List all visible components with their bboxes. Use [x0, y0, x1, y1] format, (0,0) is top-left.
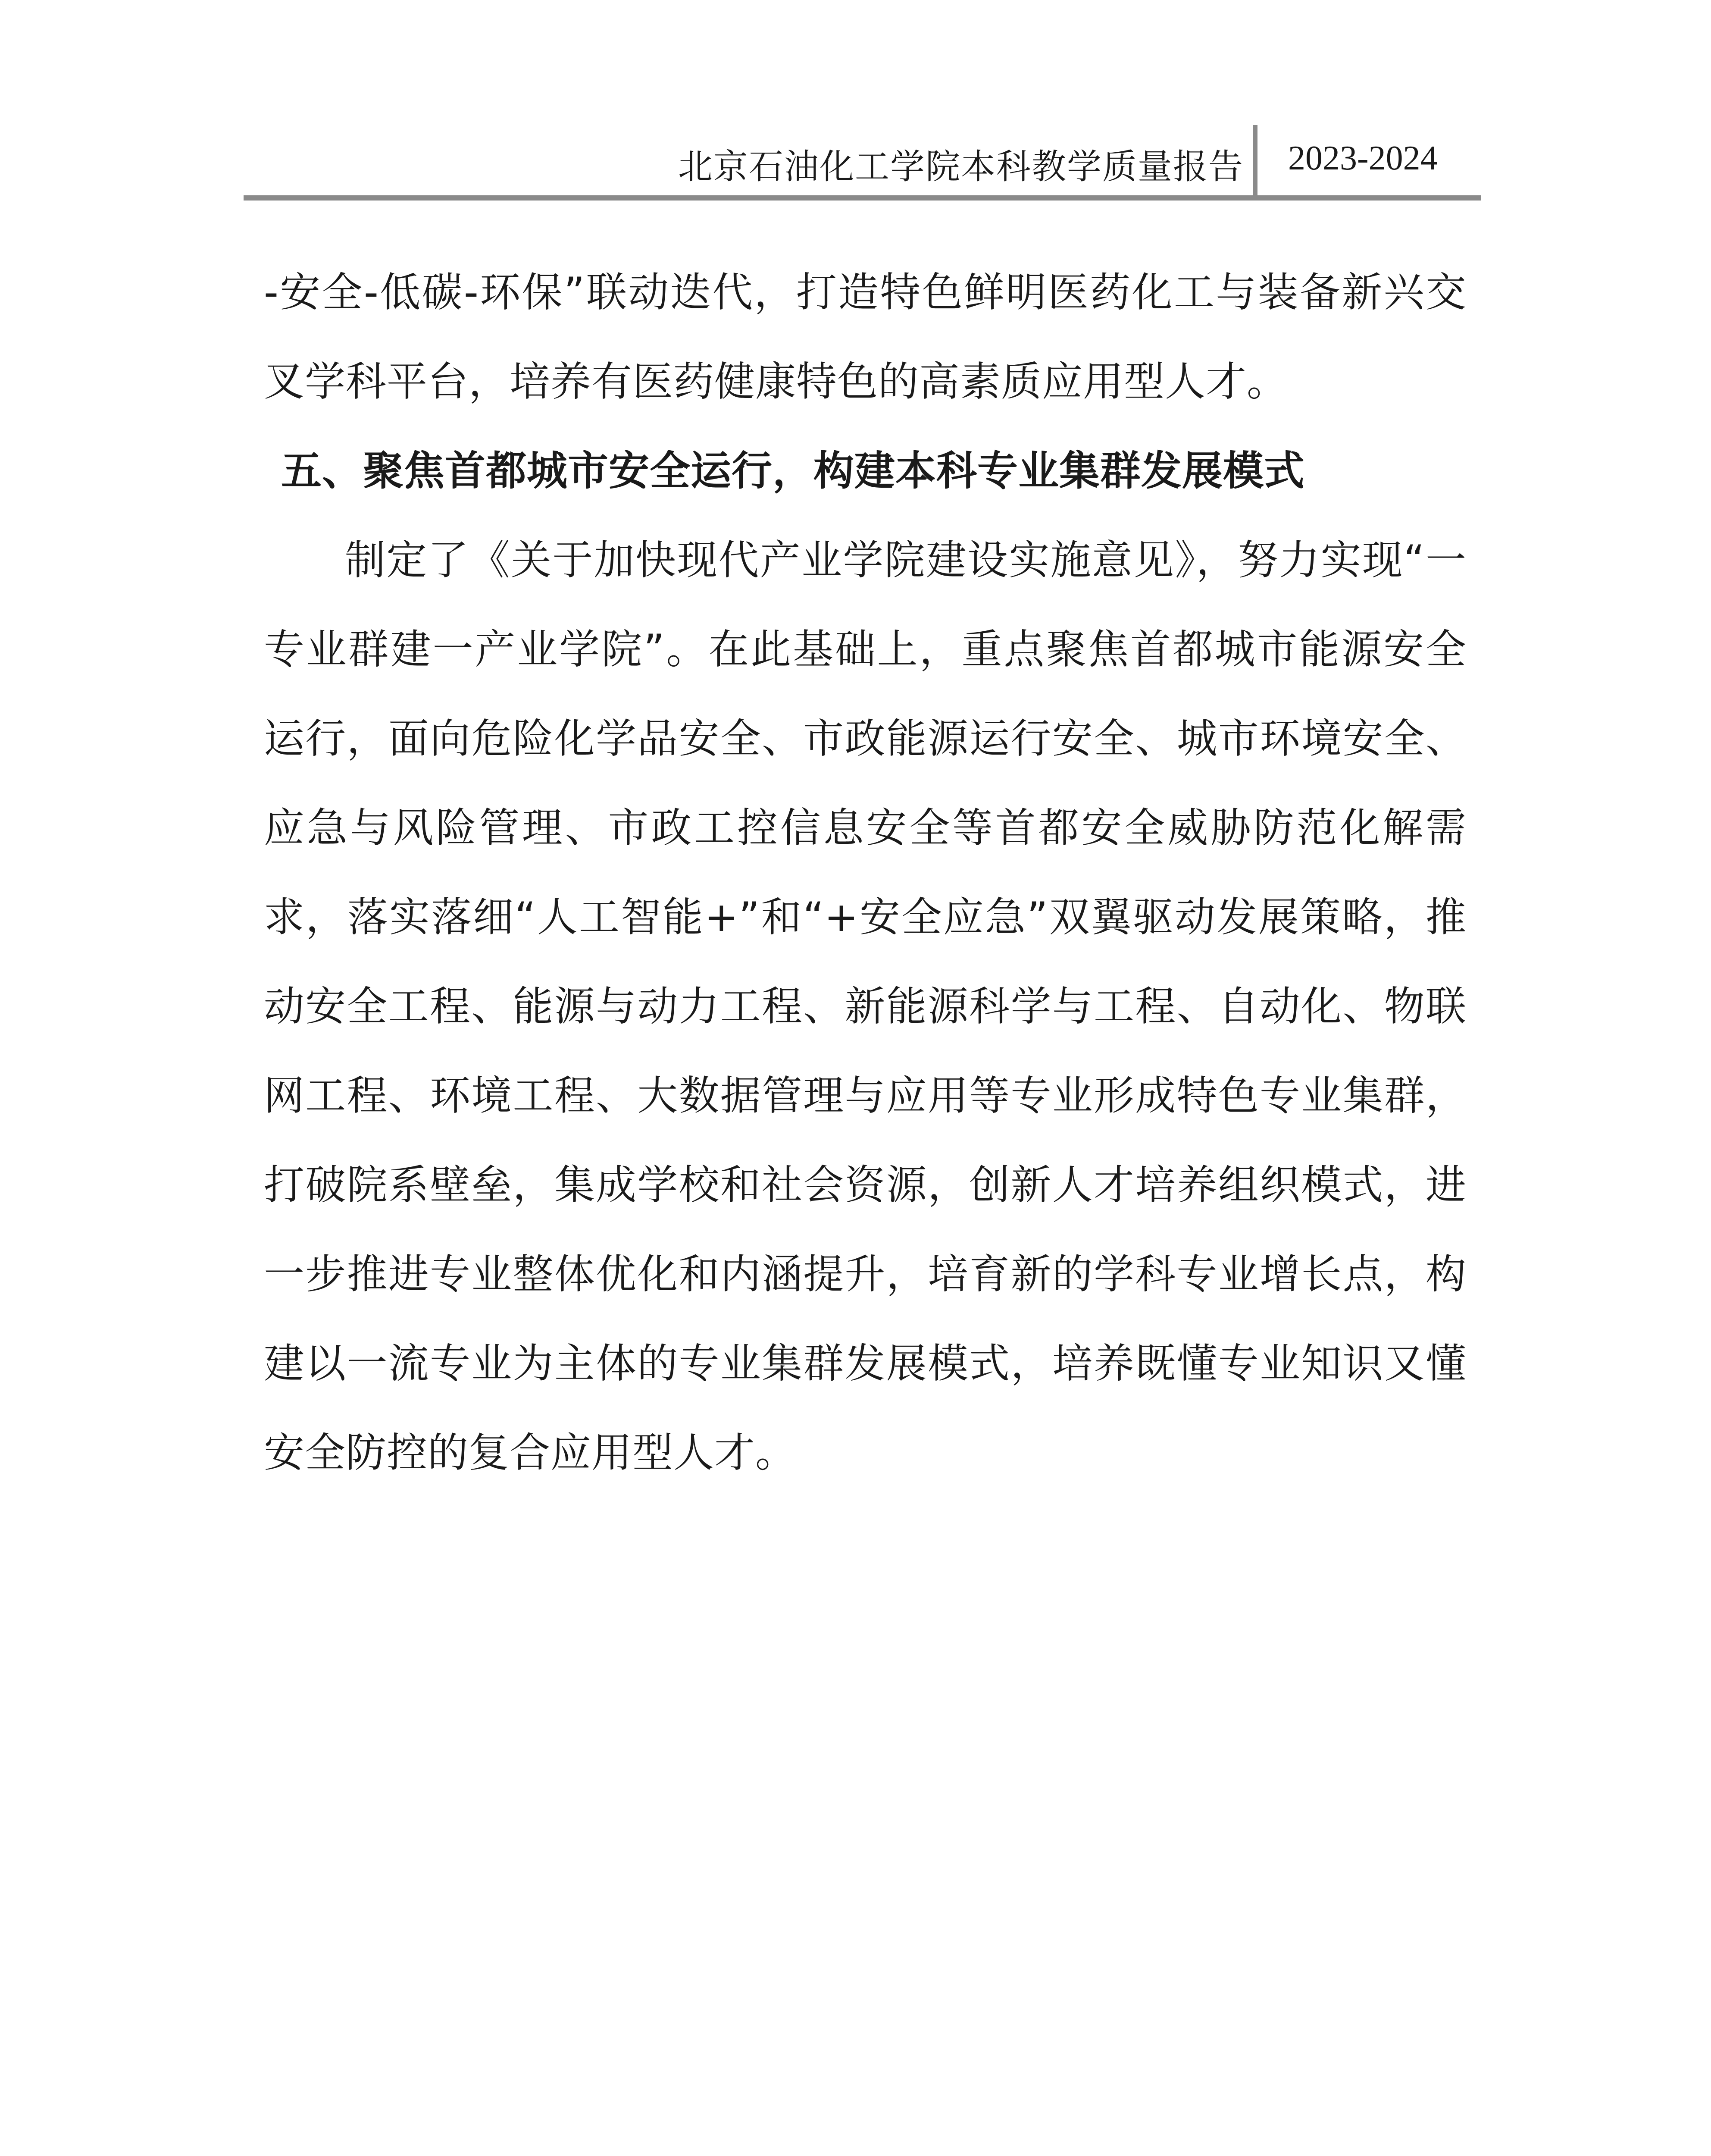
section-paragraph: 制定了《关于加快现代产业学院建设实施意见》，努力实现“一专业群建一产业学院”。在此基础上，重点聚焦首都城市能源安全运行，面向危险化学品安全、市政能源运行安全、城市环境安全、应急与风险管理、市政工控信息安全等首都安全威胁防范化解需求，落实落细“人工智能+”和“+安全应急”双翼驱动发展策略，推动安全工程、能源与动力工程、新能源科学与工程、自动化、物联网工程、环境工程、大数据管理与应用等专业形成特色专业集群，打破院系壁垒，集成学校和社会资源，创新人才培养组织模式，进一步推进专业整体优化和内涵提升，培育新的学科专业增长点，构建以一流专业为主体的专业集群发展模式，培养既懂专业知识又懂安全防控的复合应用型人才。 [264, 537, 1467, 1476]
continuation-paragraph: -安全-低碳-环保”联动迭代，打造特色鲜明医药化工与装备新兴交叉学科平台，培养有医药健康特色的高素质应用型人才。 [264, 269, 1467, 405]
report-year: 2023-2024 [1288, 139, 1438, 177]
document-body [264, 248, 1467, 1498]
report-title: 北京石油化工学院本科教学质量报告 [678, 147, 1244, 187]
section-heading: 五、聚焦首都城市安全运行，构建本科专业集群发展模式 [281, 448, 1305, 495]
header-rule [244, 195, 1481, 201]
page-header [244, 125, 1481, 198]
header-divider [1253, 125, 1257, 198]
